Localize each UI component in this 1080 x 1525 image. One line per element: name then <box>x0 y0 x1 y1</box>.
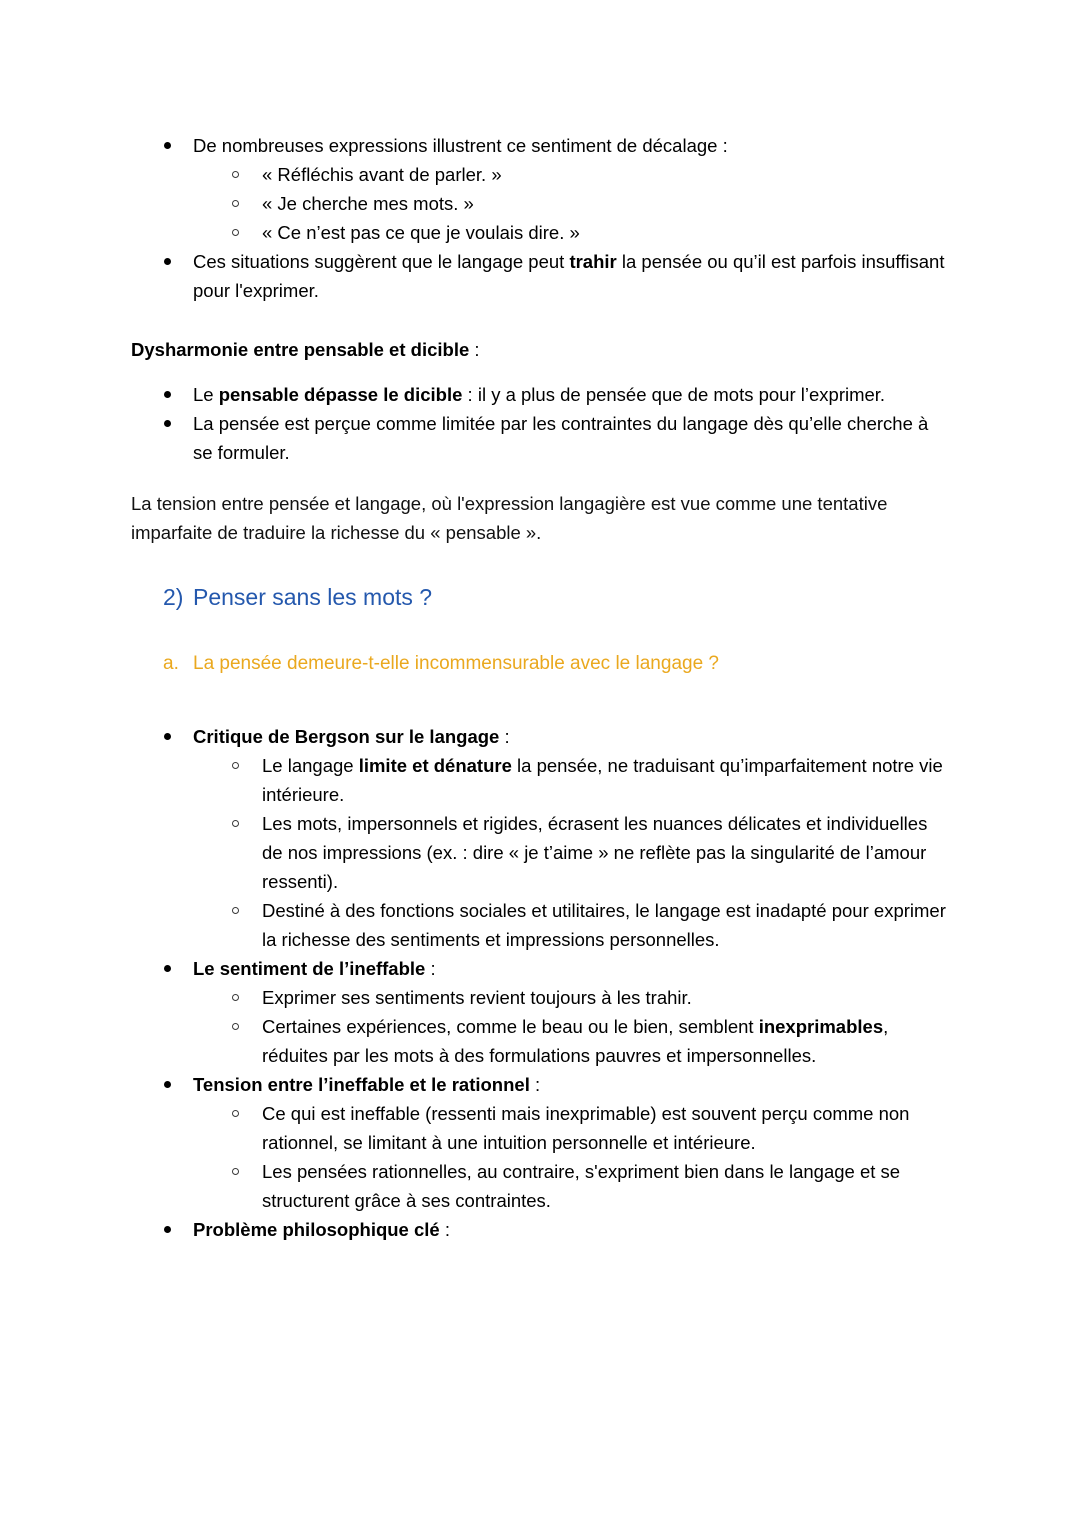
list-item <box>131 409 950 467</box>
paragraph-tension: La tension entre pensée et langage, où l'expression langagière est vue comme une tentative imparfaite de traduire la richesse du « pensable ». <box>131 493 888 543</box>
heading-tension: Tension entre l’ineffable et le rationnel <box>193 1074 530 1095</box>
heading-marker: a. <box>163 653 179 674</box>
list-item <box>131 1215 950 1244</box>
text-fragment: : <box>499 726 510 747</box>
bullet-disc-icon <box>164 420 171 427</box>
spacer <box>131 467 950 489</box>
bullet-circle-icon <box>232 994 239 1001</box>
text-fragment: , réduites par les mots à des formulations pauvres et impersonnelles. <box>262 1016 889 1066</box>
list-item-text <box>193 1215 950 1244</box>
bullet-circle-icon <box>232 1110 239 1117</box>
list-item <box>193 896 950 954</box>
list-item-text: Destiné à des fonctions sociales et utilitaires, le langage est inadapté pour exprimer la richesse des sentiments et impressions personnelles. <box>262 900 946 950</box>
list-item-text <box>262 755 943 805</box>
list-item-text: Les mots, impersonnels et rigides, écrasent les nuances délicates et individuelles de nos impressions (ex. : dire « je t’aime » ne reflète pas la singularité de l’amour ressenti). <box>262 813 928 892</box>
bullet-list-pensable-dicible <box>131 380 950 467</box>
bullet-sublist-quotes <box>193 160 950 247</box>
bullet-disc-icon <box>164 1226 171 1233</box>
list-item <box>131 722 950 954</box>
heading-ineffable: Le sentiment de l’ineffable <box>193 958 426 979</box>
text-fragment: Le <box>193 384 219 405</box>
list-item <box>193 218 950 247</box>
bullet-sublist-bergson <box>193 751 950 954</box>
heading-marker: 2) <box>163 584 184 610</box>
text-fragment: : il y a plus de pensée que de mots pour l’exprimer. <box>462 384 886 405</box>
text-fragment: : <box>425 958 436 979</box>
list-item <box>131 131 950 247</box>
text-fragment: Le langage <box>262 755 359 776</box>
heading-title: La pensée demeure-t-elle incommensurable avec le langage ? <box>193 653 719 674</box>
spacer <box>131 678 950 716</box>
text-fragment: Ces situations suggèrent que le langage peut <box>193 251 570 272</box>
heading-subsection-a <box>131 649 950 678</box>
bullet-sublist-ineffable <box>193 983 950 1070</box>
bullet-circle-icon <box>232 907 239 914</box>
text-fragment: Certaines expériences, comme le beau ou le bien, semblent <box>262 1016 759 1037</box>
bullet-list-expressions <box>131 131 950 305</box>
text-fragment: la pensée, ne traduisant qu’imparfaitement notre vie intérieure. <box>262 755 943 805</box>
bullet-circle-icon <box>232 762 239 769</box>
list-item <box>131 954 950 1070</box>
list-item-text: Exprimer ses sentiments revient toujours à les trahir. <box>262 987 692 1008</box>
heading-title: Penser sans les mots ? <box>193 584 433 610</box>
bullet-disc-icon <box>164 965 171 972</box>
list-item-text: De nombreuses expressions illustrent ce sentiment de décalage : <box>193 135 728 156</box>
text-fragment: la pensée ou qu’il est parfois insuffisant pour l'exprimer. <box>193 251 945 301</box>
list-item <box>193 160 950 189</box>
list-item <box>193 751 950 809</box>
emphasis-pensable-depasse: pensable dépasse le dicible <box>218 384 463 405</box>
list-item <box>131 1070 950 1215</box>
bullet-circle-icon <box>232 200 239 207</box>
emphasis-trahir: trahir <box>569 251 617 272</box>
emphasis-inexprimables: inexprimables <box>758 1016 884 1037</box>
list-item-text <box>193 1070 950 1099</box>
bullet-disc-icon <box>164 1081 171 1088</box>
spacer <box>131 364 950 374</box>
list-item-text: Ce qui est ineffable (ressenti mais inexprimable) est souvent perçu comme non rationnel, se limitant à une intuition personnelle et intérieure. <box>262 1103 910 1153</box>
list-item-text: « Ce n’est pas ce que je voulais dire. » <box>262 222 580 243</box>
emphasis-limite-denature: limite et dénature <box>358 755 512 776</box>
bullet-circle-icon <box>232 1168 239 1175</box>
bullet-circle-icon <box>232 171 239 178</box>
text-fragment: : <box>439 1219 450 1240</box>
heading-probleme: Problème philosophique clé <box>193 1219 440 1240</box>
bullet-disc-icon <box>164 142 171 149</box>
bullet-list-arguments <box>131 722 950 1244</box>
heading-suffix: : <box>469 339 480 360</box>
text-fragment: : <box>529 1074 541 1095</box>
list-item-text <box>193 722 950 751</box>
list-item <box>193 1012 950 1070</box>
bullet-circle-icon <box>232 820 239 827</box>
heading-section-2 <box>131 581 950 613</box>
bullet-disc-icon <box>164 733 171 740</box>
list-item-text <box>193 954 950 983</box>
list-item-text: « Réfléchis avant de parler. » <box>262 164 502 185</box>
heading-bergson: Critique de Bergson sur le langage <box>193 726 500 747</box>
bullet-disc-icon <box>164 391 171 398</box>
list-item <box>131 380 950 409</box>
list-item-text: « Je cherche mes mots. » <box>262 193 474 214</box>
heading-text: Dysharmonie entre pensable et dicible <box>131 339 470 360</box>
list-item <box>193 1157 950 1215</box>
list-item <box>193 1099 950 1157</box>
list-item-text <box>193 380 950 409</box>
list-item-text: Les pensées rationnelles, au contraire, s'expriment bien dans le langage et se structurent grâce à ses contraintes. <box>262 1161 901 1211</box>
list-item <box>193 809 950 896</box>
list-item <box>193 983 950 1012</box>
list-item <box>131 247 950 305</box>
list-item-text <box>193 247 950 305</box>
bullet-circle-icon <box>232 1023 239 1030</box>
bullet-sublist-tension <box>193 1099 950 1215</box>
bullet-disc-icon <box>164 258 171 265</box>
bullet-circle-icon <box>232 229 239 236</box>
heading-dysharmonie <box>131 335 950 364</box>
list-item <box>193 189 950 218</box>
list-item-text: La pensée est perçue comme limitée par les contraintes du langage dès qu’elle cherche à se formuler. <box>193 413 929 463</box>
list-item-text <box>262 1016 888 1066</box>
